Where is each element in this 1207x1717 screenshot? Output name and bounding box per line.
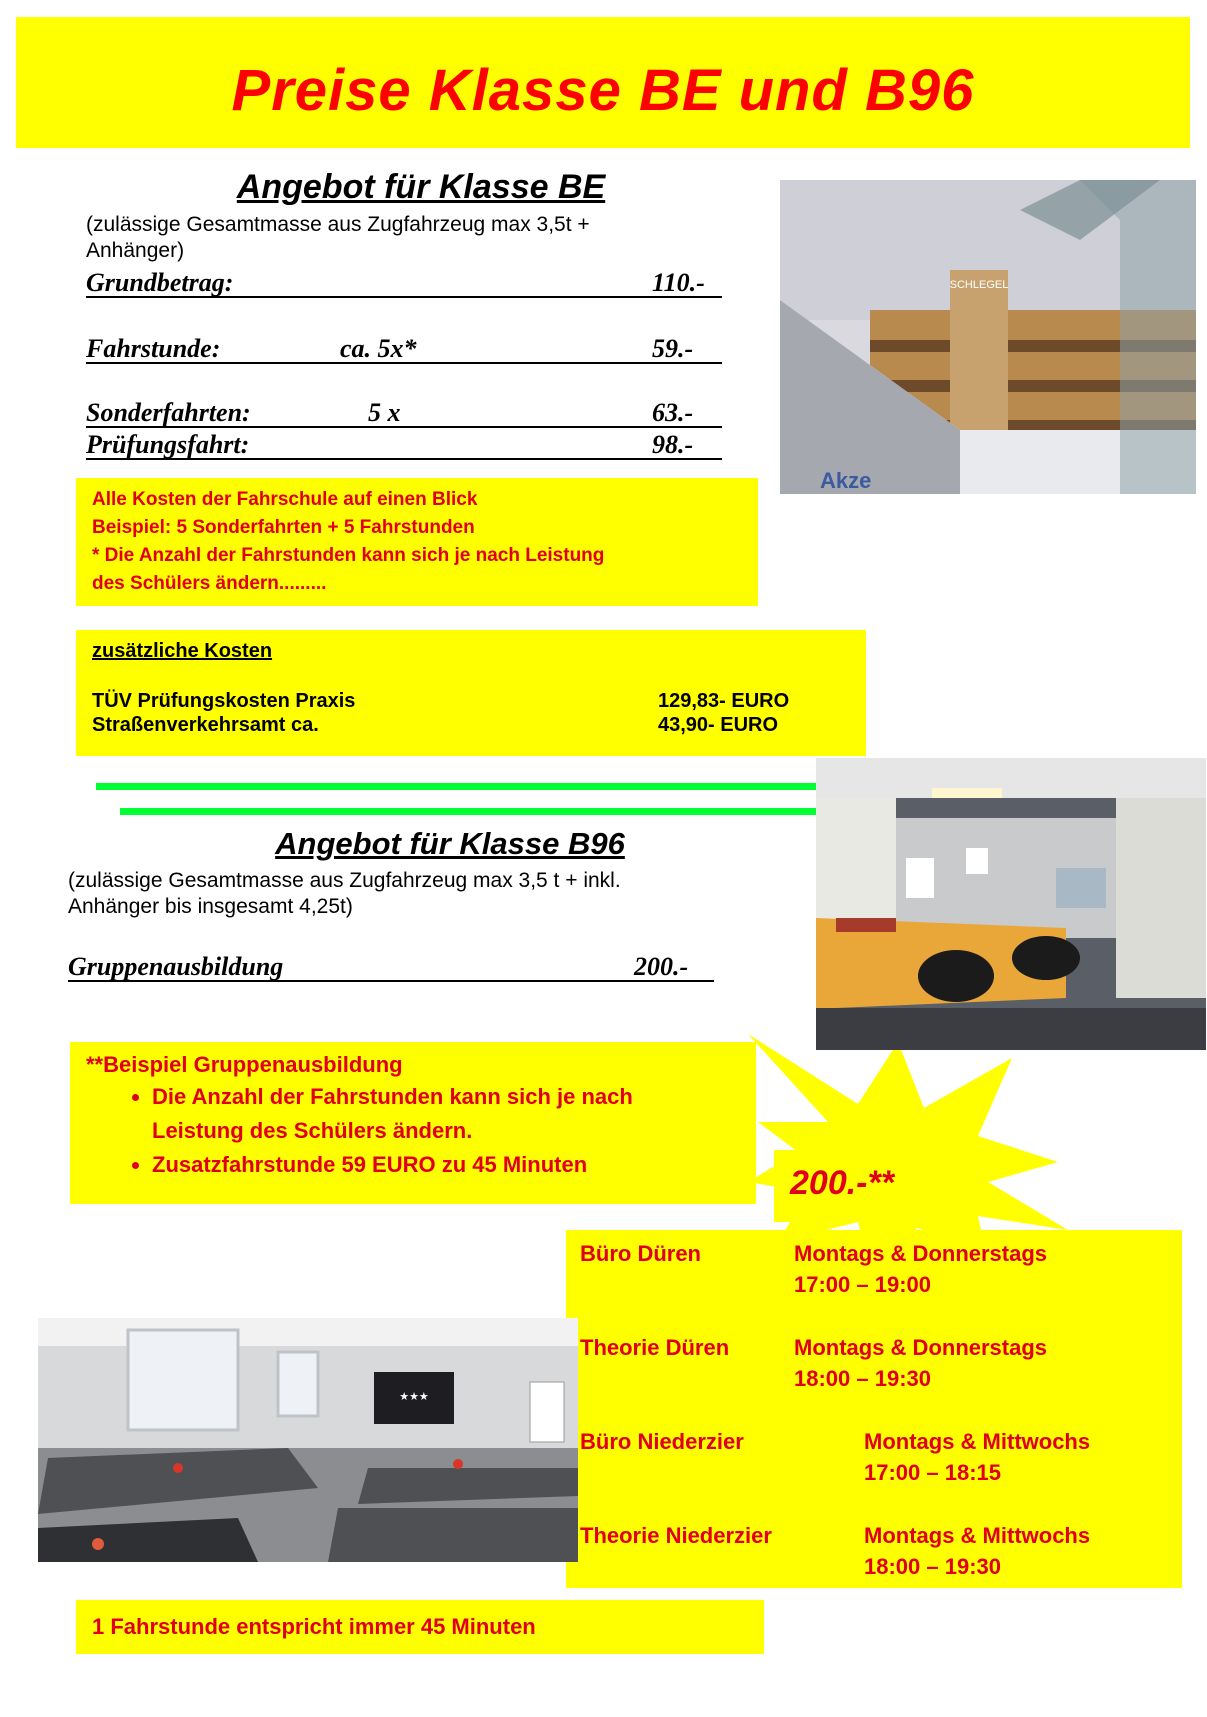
photo-classroom [38, 1318, 578, 1562]
price-value: 59.- [652, 334, 694, 363]
price-value: 110.- [652, 268, 705, 297]
price-label: Prüfungsfahrt: [86, 430, 250, 459]
be-info-line: Beispiel: 5 Sonderfahrten + 5 Fahrstunden [92, 517, 475, 538]
green-divider [96, 783, 816, 790]
price-row-grundbetrag [86, 266, 722, 298]
green-divider [120, 808, 820, 815]
additional-costs-heading: zusätzliche Kosten [92, 640, 273, 662]
offer-be-note: (zulässige Gesamtmasse aus Zugfahrzeug max 3,5t + Anhänger) [86, 213, 590, 262]
be-info-line: des Schülers ändern......... [92, 573, 327, 594]
cost-label: Straßenverkehrsamt ca. [92, 714, 319, 736]
schedule-time: 17:00 – 19:00 [794, 1272, 931, 1297]
price-value: 63.- [652, 398, 694, 427]
schedule-box [566, 1230, 1182, 1588]
schedule-place: Büro Niederzier [580, 1429, 744, 1454]
schedule-days: Montags & Mittwochs [864, 1523, 1091, 1548]
be-info-line: Alle Kosten der Fahrschule auf einen Blick [92, 489, 478, 510]
offer-be-heading: Angebot für Klasse BE [236, 168, 606, 206]
schedule-days: Montags & Donnerstags [794, 1241, 1048, 1266]
starburst-shape [748, 1032, 1068, 1262]
schedule-days: Montags & Mittwochs [864, 1429, 1091, 1454]
footer-note: 1 Fahrstunde entspricht immer 45 Minuten [92, 1614, 536, 1639]
schedule-time: 18:00 – 19:30 [794, 1366, 931, 1391]
schedule-place: Theorie Düren [580, 1335, 730, 1360]
b96-example-bullet: • Zusatzfahrstunde 59 EURO zu 45 Minuten [152, 1148, 712, 1182]
price-row-sonderfahrten [86, 396, 722, 428]
cost-value: 43,90- EURO [658, 714, 779, 736]
page-title: Preise Klasse BE und B96 [231, 58, 975, 123]
schedule-days: Montags & Donnerstags [794, 1335, 1048, 1360]
starburst-price: 200.-** [790, 1164, 894, 1202]
price-value: 98.- [652, 430, 694, 459]
b96-example-box [70, 1042, 756, 1204]
additional-costs-box [76, 630, 866, 756]
price-label: Fahrstunde: [86, 334, 221, 363]
offer-b96-heading: Angebot für Klasse B96 [275, 826, 625, 861]
price-row-gruppenausbildung [68, 946, 714, 982]
schedule-time: 18:00 – 19:30 [864, 1554, 1001, 1579]
b96-example-bullet: • Die Anzahl der Fahrstunden kann sich je nach Leistung des Schülers ändern. [152, 1080, 712, 1148]
price-label: Sonderfahrten: [86, 398, 251, 427]
price-label: Gruppenausbildung [68, 952, 284, 981]
price-row-fahrstunde [86, 332, 722, 364]
price-qty: ca. 5x* [340, 334, 417, 363]
building-banner: Akze [820, 468, 872, 493]
price-label: Grundbetrag: [86, 268, 234, 297]
screen-text: ★★★ [399, 1390, 429, 1403]
photo-reception [816, 758, 1206, 1050]
header-banner [16, 17, 1190, 148]
schedule-place: Theorie Niederzier [580, 1523, 772, 1548]
price-row-pruefungsfahrt [86, 428, 722, 460]
price-value: 200.- [634, 952, 689, 981]
schedule-time: 17:00 – 18:15 [864, 1460, 1001, 1485]
offer-b96-note: (zulässige Gesamtmasse aus Zugfahrzeug max 3,5 t + inkl. Anhänger bis insgesamt 4,25t) [68, 869, 621, 918]
b96-example-heading: **Beispiel Gruppenausbildung [86, 1052, 403, 1077]
schedule-place: Büro Düren [580, 1241, 701, 1266]
starburst-price-box [774, 1150, 934, 1222]
building-sign: SCHLEGEL [949, 279, 1009, 291]
be-info-box [76, 478, 758, 606]
be-info-line: * Die Anzahl der Fahrstunden kann sich je nach Leistung [92, 545, 605, 566]
footer-note-box [76, 1600, 764, 1654]
cost-label: TÜV Prüfungskosten Praxis [92, 690, 356, 712]
price-qty: 5 x [368, 398, 401, 427]
photo-building [780, 180, 1196, 494]
cost-value: 129,83- EURO [658, 690, 790, 712]
